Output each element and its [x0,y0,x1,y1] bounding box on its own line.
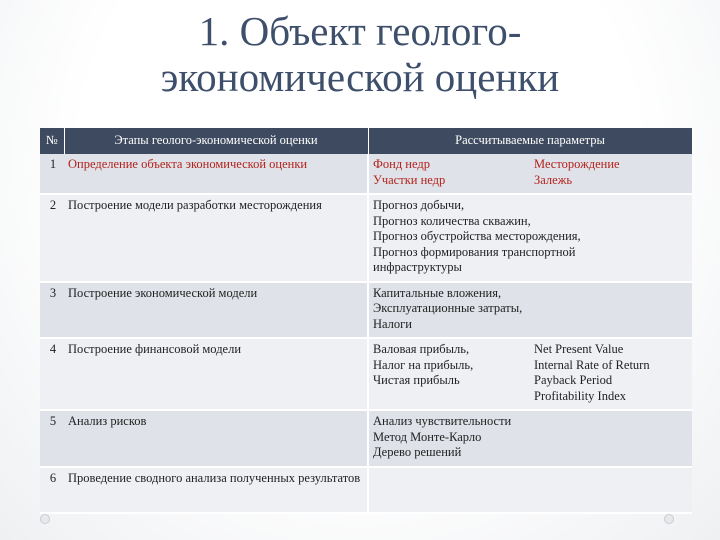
param-line: Метод Монте-Карло [373,429,482,444]
param-line: Налоги [373,316,412,331]
slide-title-line-1: 1. Объект геолого- [198,8,522,54]
param-line: Фонд недр [373,157,430,171]
param-line: Дерево решений [373,445,462,459]
row-stage [64,338,368,410]
table-row [40,194,692,282]
row-params-b [530,338,692,410]
slide-title-line-2: экономической оценки [160,54,560,100]
row-stage [64,467,368,513]
row-stage [64,410,368,467]
row-num: 4 [40,338,64,410]
row-params-a [368,194,692,282]
row-stage [64,154,368,194]
row-num: 1 [40,154,64,194]
param-line: Налог на прибыль, [373,357,474,372]
row-stage [64,194,368,282]
slide-corner-mark-right [664,514,674,524]
row-num: 2 [40,194,64,282]
row-stage-text: Определение объекта экономической оценки [68,157,308,171]
param-line: Участки недр [373,172,446,187]
param-line: Internal Rate of Return [534,357,650,372]
param-line: Прогноз формирования транспортной [373,244,576,259]
row-num: 5 [40,410,64,467]
param-line: инфраструктуры [373,260,462,274]
header-num: № [40,128,64,154]
param-line: Прогноз обустройства месторождения, [373,229,581,243]
param-line: Payback Period [534,373,613,387]
slide-title [0,8,720,100]
row-stage-text: Анализ рисков [68,414,147,428]
row-params-a [368,154,530,194]
row-params-a [368,338,530,410]
param-line: Залежь [534,172,573,187]
param-line: Валовая прибыль, [373,342,470,356]
row-num: 3 [40,282,64,339]
param-line: Анализ чувствительности [373,414,512,428]
row-stage-text: Проведение сводного анализа полученных результатов [68,470,361,485]
param-line: Чистая прибыль [373,373,460,387]
param-line: Прогноз добычи, [373,198,465,212]
table-row [40,338,692,410]
table-row [40,410,692,467]
row-params-b [530,154,692,194]
param-line: Profitability Index [534,388,626,403]
table-row [40,467,692,513]
param-line: Прогноз количества скважин, [373,213,531,228]
param-line: Эксплуатационные затраты, [373,301,523,315]
row-stage [64,282,368,339]
row-params-a [368,410,692,467]
row-params-a [368,467,692,513]
row-num: 6 [40,467,64,513]
header-params: Рассчитываемые параметры [368,128,692,154]
row-stage-text: Построение модели разработки месторождения [68,198,322,212]
row-stage-text: Построение экономической модели [68,285,258,300]
table-row [40,154,692,194]
param-line: Net Present Value [534,342,624,356]
row-stage-text: Построение финансовой модели [68,342,242,356]
table-row [40,282,692,339]
param-line: Капитальные вложения, [373,285,502,300]
slide-corner-mark-left [40,514,50,524]
row-params-a [368,282,692,339]
table-header-row [40,128,692,154]
param-line: Месторождение [534,157,620,171]
evaluation-table [40,128,693,514]
header-stage: Этапы геолого-экономической оценки [64,128,368,154]
